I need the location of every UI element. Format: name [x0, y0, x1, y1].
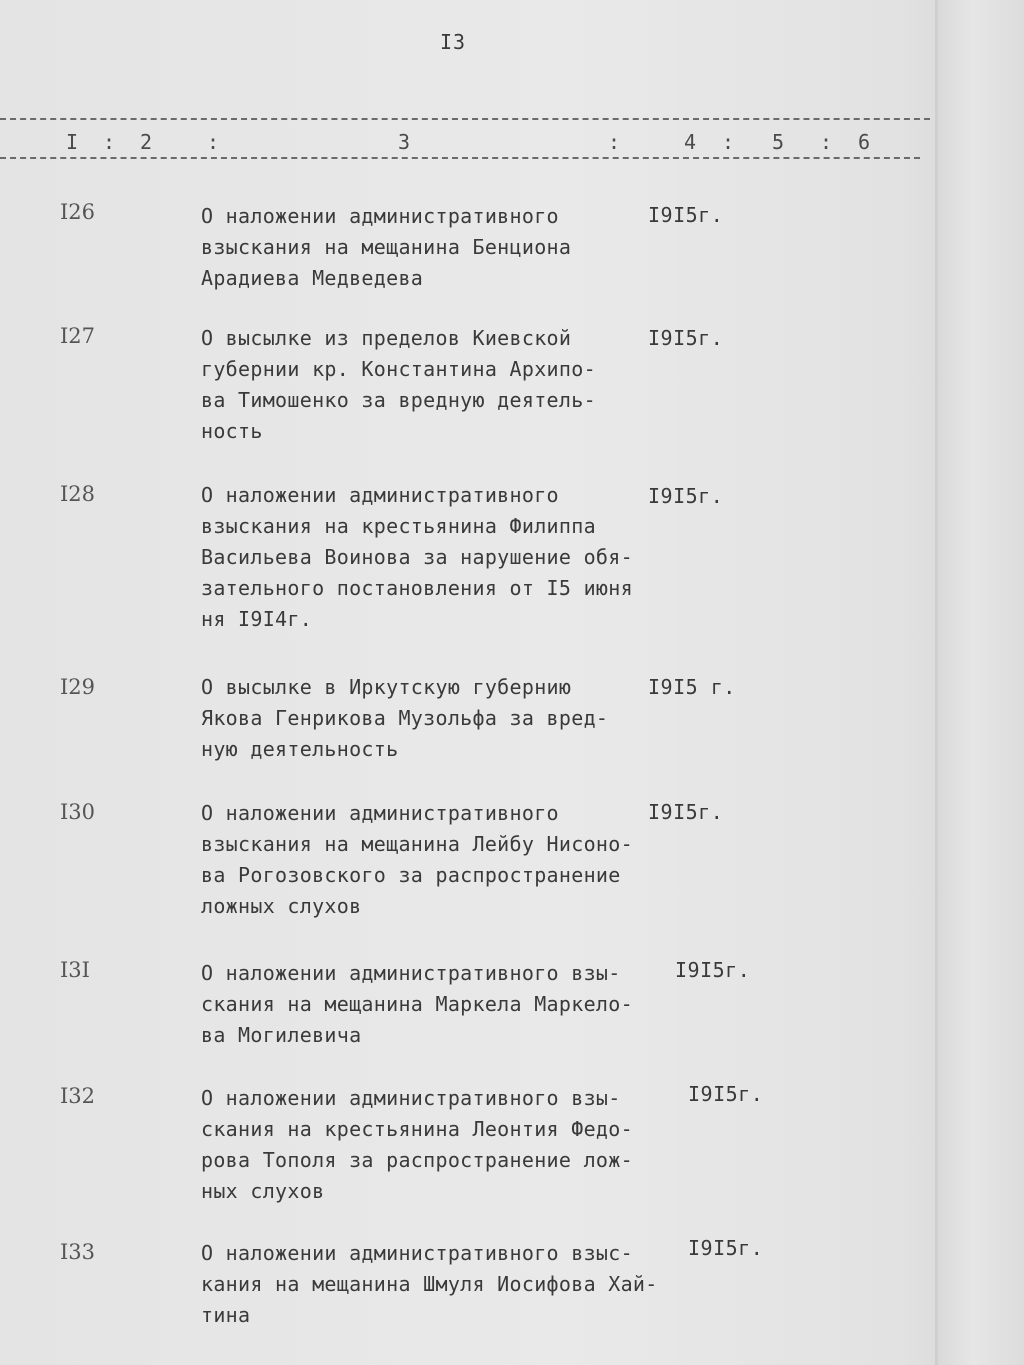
entry-year: I9I5г.	[648, 326, 724, 350]
entry-number: I27	[60, 324, 96, 348]
entry-description: О наложении административного взы- скания на крестьянина Леонтия Федо- рова Тополя за распространение лож- ных слухов	[201, 1086, 633, 1203]
entry-description: О наложении административного взыскания на крестьянина Филиппа Васильева Воинова за нарушение обя- зательного постановления от I5 июня ня I9I4г.	[201, 483, 633, 631]
entry-description: О наложении административного взыскания на мещанина Лейбу Нисоно- ва Рогозовского за распространение ложных слухов	[201, 801, 633, 918]
entry-number: I33	[60, 1240, 96, 1264]
column-header-5: 5	[772, 130, 785, 154]
column-separator: :	[207, 130, 220, 154]
header-rule-top	[0, 118, 930, 120]
entry-number: I26	[60, 200, 96, 224]
entry-year: I9I5 г.	[648, 675, 736, 699]
entry-description: О наложении административного взыскания на мещанина Бенциона Арадиева Медведева	[201, 204, 572, 290]
column-header-1: I	[66, 130, 79, 154]
entry-description: О высылке из пределов Киевской губернии кр. Константина Архипо- ва Тимошенко за вредную деятель- ность	[201, 326, 596, 443]
page-number: I3	[440, 30, 467, 54]
entry-year: I9I5г.	[648, 800, 724, 824]
entry-year: I9I5г.	[675, 958, 751, 982]
column-header-4: 4	[684, 130, 697, 154]
column-separator: :	[608, 130, 621, 154]
entry-number: I28	[60, 482, 96, 506]
column-header-6: 6	[858, 130, 871, 154]
entry-year: I9I5г.	[648, 203, 724, 227]
entry-year: I9I5г.	[648, 484, 724, 508]
column-separator: :	[103, 130, 116, 154]
entry-year: I9I5г.	[688, 1236, 764, 1260]
entry-number: I32	[60, 1084, 96, 1108]
underlying-page	[938, 0, 1024, 1365]
column-header-2: 2	[140, 130, 153, 154]
entry-number: I3I	[60, 958, 90, 982]
entry-description: О наложении административного взы- скания на мещанина Маркела Маркело- ва Могилевича	[201, 961, 633, 1047]
column-separator: :	[820, 130, 833, 154]
column-header-3: 3	[398, 130, 411, 154]
entry-description: О наложении административного взыс- кания на мещанина Шмуля Иосифова Хай- тина	[201, 1241, 658, 1327]
column-separator: :	[722, 130, 735, 154]
entry-number: I29	[60, 675, 96, 699]
entry-description: О высылке в Иркутскую губернию Якова Генрикова Музольфа за вред- ную деятельность	[201, 675, 609, 761]
entry-number: I30	[60, 800, 96, 824]
header-rule-bottom	[0, 157, 920, 159]
entry-year: I9I5г.	[688, 1082, 764, 1106]
